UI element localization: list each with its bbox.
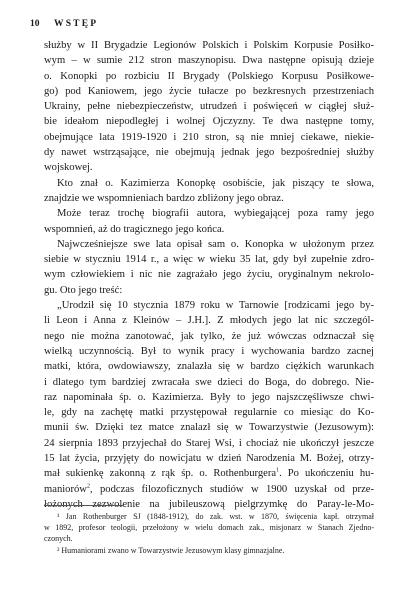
text-line: „Urodził się 10 stycznia 1879 roku w Tarnowie [rodzicami jego by- — [57, 300, 374, 312]
text-line: dy nawet wstrząsające, nie obejmują jednak jego bezpośredniej służby — [44, 147, 374, 159]
footnote-line: ² Humaniorami zwano w Towarzystwie Jezusowym klasy gimnazjalne. — [57, 545, 285, 555]
footnote-line: w 1892, profesor teologii, przełożony w wielu domach zak., misjonarz w Stanach Zjedno- — [44, 523, 374, 533]
text-line: 15 lat życia, przyjęty do nowicjatu w dzień Narodzenia M. Bożej, otrzy- — [44, 453, 374, 465]
text-line: 24 sierpnia 1893 przyjechał do Starej Wsi, i chociaż nie ukończył jeszcze — [44, 437, 374, 449]
text-line: li Leon i Anna z Kleinów – J.H.]. Z młodych jego lat nic szczegól- — [44, 315, 374, 327]
footnote-separator — [44, 505, 124, 506]
text-line: gu. Oto jego treść: — [44, 284, 123, 296]
text-line: Może teraz trochę biografii autora, wybiegającej poza ramy jego — [57, 208, 374, 220]
body-text — [44, 38, 374, 512]
text-line: wielką uczynnością. Był to wynik pracy i wychowania bardzo zacnej — [44, 345, 374, 357]
text-line: raz napominała śp. o. Kazimierza. Były to jego najszczęśliwsze chwi- — [44, 391, 374, 403]
text-line: maniorów$^2$, podczas filozoficznych studiów w 1900 uzyskał od prze- — [44, 483, 374, 495]
text-line: wojskowej. — [44, 162, 93, 174]
text-line: bie ideałom niepodległej i wolnej Ojczyzny. Te dwa następne tomy, — [44, 116, 374, 128]
page-number: 10 — [30, 19, 40, 29]
text-line: służby w II Brygadzie Legionów Polskich i Polskim Korpusie Posiłko- — [44, 40, 374, 51]
text-line: go) pod Kaniowem, jego życie tułacze po bezkresnych przestrzeniach — [44, 85, 374, 97]
footnote-reference: 1 — [276, 467, 280, 474]
footnotes — [44, 511, 374, 556]
text-line: łożonych zezwolenie na jubileuszową pielgrzymkę do Paray-le-Mo- — [44, 498, 374, 510]
footnote-line: czonych. — [44, 534, 73, 544]
text-line: Ukrainy, pełne niebezpieczeństw, utrudzeń i poświęceń w ciągłej służ- — [44, 101, 374, 113]
footnote-reference: 2 — [86, 483, 90, 490]
text-line: munii św. Dzięki tez matce znalazł się w Towarzystwie (Jezusowym): — [44, 422, 374, 434]
text-line: mał sukienkę zakonną z rąk śp. o. Rothenburgera$^1$. Po ukończeniu hu- — [44, 467, 374, 480]
text-line: wym człowiekiem i nic nie zagrażało jego życiu, oryginalnym nekrolo- — [44, 269, 374, 281]
text-line: matki, która, owdowiawszy, znalazła się w bardzo ciężkich warunkach — [44, 361, 374, 373]
footnote-line: ¹ Jan Rothenburger SJ (1848-1912), do zak. wst. w 1870, święcenia kapł. otrzymał — [57, 512, 374, 521]
page-header — [30, 19, 98, 29]
text-line: nego nie można zanotować, jak tylko, że już wówczas odznaczał się — [44, 330, 374, 342]
text-line: znajdzie we wspomnieniach bardzo zbliżony jego obraz. — [44, 192, 284, 204]
text-line: siebie w styczniu 1914 r., a więc w wieku 35 lat, gdy był zupełnie zdro- — [44, 254, 374, 266]
text-line: le, gdy na zachętę matki przystępował regularnie co miesiąc do Ko- — [44, 407, 374, 419]
text-line: wspomnień, aż do tragicznego jego końca. — [44, 223, 225, 235]
text-line: wym – w sumie 212 stron maszynopisu. Dwa następne opisują dzieje — [44, 55, 374, 67]
text-line: Kto znał o. Kazimierza Konopkę osobiście, jak piszący te słowa, — [57, 177, 374, 189]
text-line: i dlatego tym bardziej zwracała swe dzieci do Boga, do dobrego. Nie- — [44, 376, 374, 388]
text-line: obejmujące lata 1919-1920 i 210 stron, są nie mniej ciekawe, niekie- — [44, 131, 374, 143]
text-line: o. Konopki po rozbiciu II Brygady (Polskiego Korpusu Posiłkowe- — [44, 70, 374, 82]
running-title: WSTĘP — [54, 19, 99, 29]
text-line: Najwcześniejsze swe lata opisał sam o. Konopka w ułożonym przez — [57, 238, 374, 250]
